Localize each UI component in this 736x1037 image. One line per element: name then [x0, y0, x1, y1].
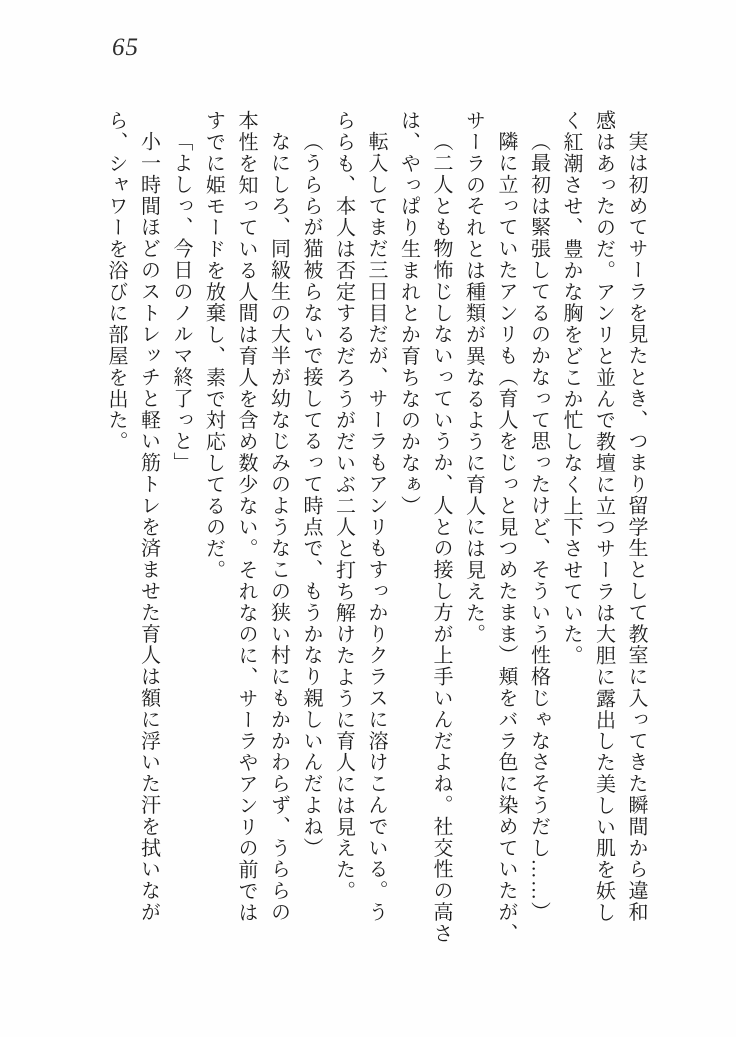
text-line: 隣に立っていたアンリも（育人をじっと見つめたまま）頬をバラ色に染めていたが、	[495, 131, 517, 945]
body-text-vertical	[100, 110, 653, 970]
text-line: ららも、本人は否定するだろうがだいぶ二人と打ち解けたように育人には見えた。	[332, 110, 355, 902]
text-line: 本性を知っている人間は育人を含め数少ない。それなのに、サーラやアンリの前では	[235, 110, 257, 924]
text-line: く紅潮させ、豊かな胸をどこか忙しなく上下させていた。	[560, 110, 582, 667]
page-number: 65	[112, 34, 139, 61]
text-line: ら、シャワーを浴びに部屋を出た。	[105, 110, 127, 453]
text-line: （二人とも物怖じしないっていうか、人との接し方が上手いんだよね。社交性の高さ	[430, 131, 452, 945]
text-line: （最初は緊張してるのかなって思ったけど、そういう性格じゃなさそうだし……）	[527, 131, 550, 924]
text-line: なにしろ、同級生の大半が幼なじみのようなこの狭い村にもかかわらず、うららの	[267, 131, 290, 924]
text-line: 「よしっ、今日のノルマ終了っと」	[170, 131, 192, 474]
text-line: は、やっぱり生まれとか育ちなのかなぁ）	[397, 110, 420, 517]
text-line: （うららが猫被らないで接してるって時点で、もうかなり親しいんだよね）	[300, 131, 322, 859]
text-line: 小一時間ほどのストレッチと軽い筋トレを済ませた育人は額に浮いた汗を拭いなが	[137, 131, 160, 924]
text-line: 感はあったのだ。アンリと並んで教壇に立つサーラは大胆に露出した美しい肌を妖し	[592, 110, 615, 924]
text-line: 転入してまだ三日目だが、サーラもアンリもすっかりクラスに溶けこんでいる。う	[365, 131, 387, 924]
text-line: すでに姫モードを放棄し、素で対応してるのだ。	[202, 110, 225, 581]
text-line: 実は初めてサーラを見たとき、つまり留学生として教室に入ってきた瞬間から違和	[625, 131, 647, 924]
text-line: サーラのそれとは種類が異なるように育人には見えた。	[462, 110, 485, 645]
